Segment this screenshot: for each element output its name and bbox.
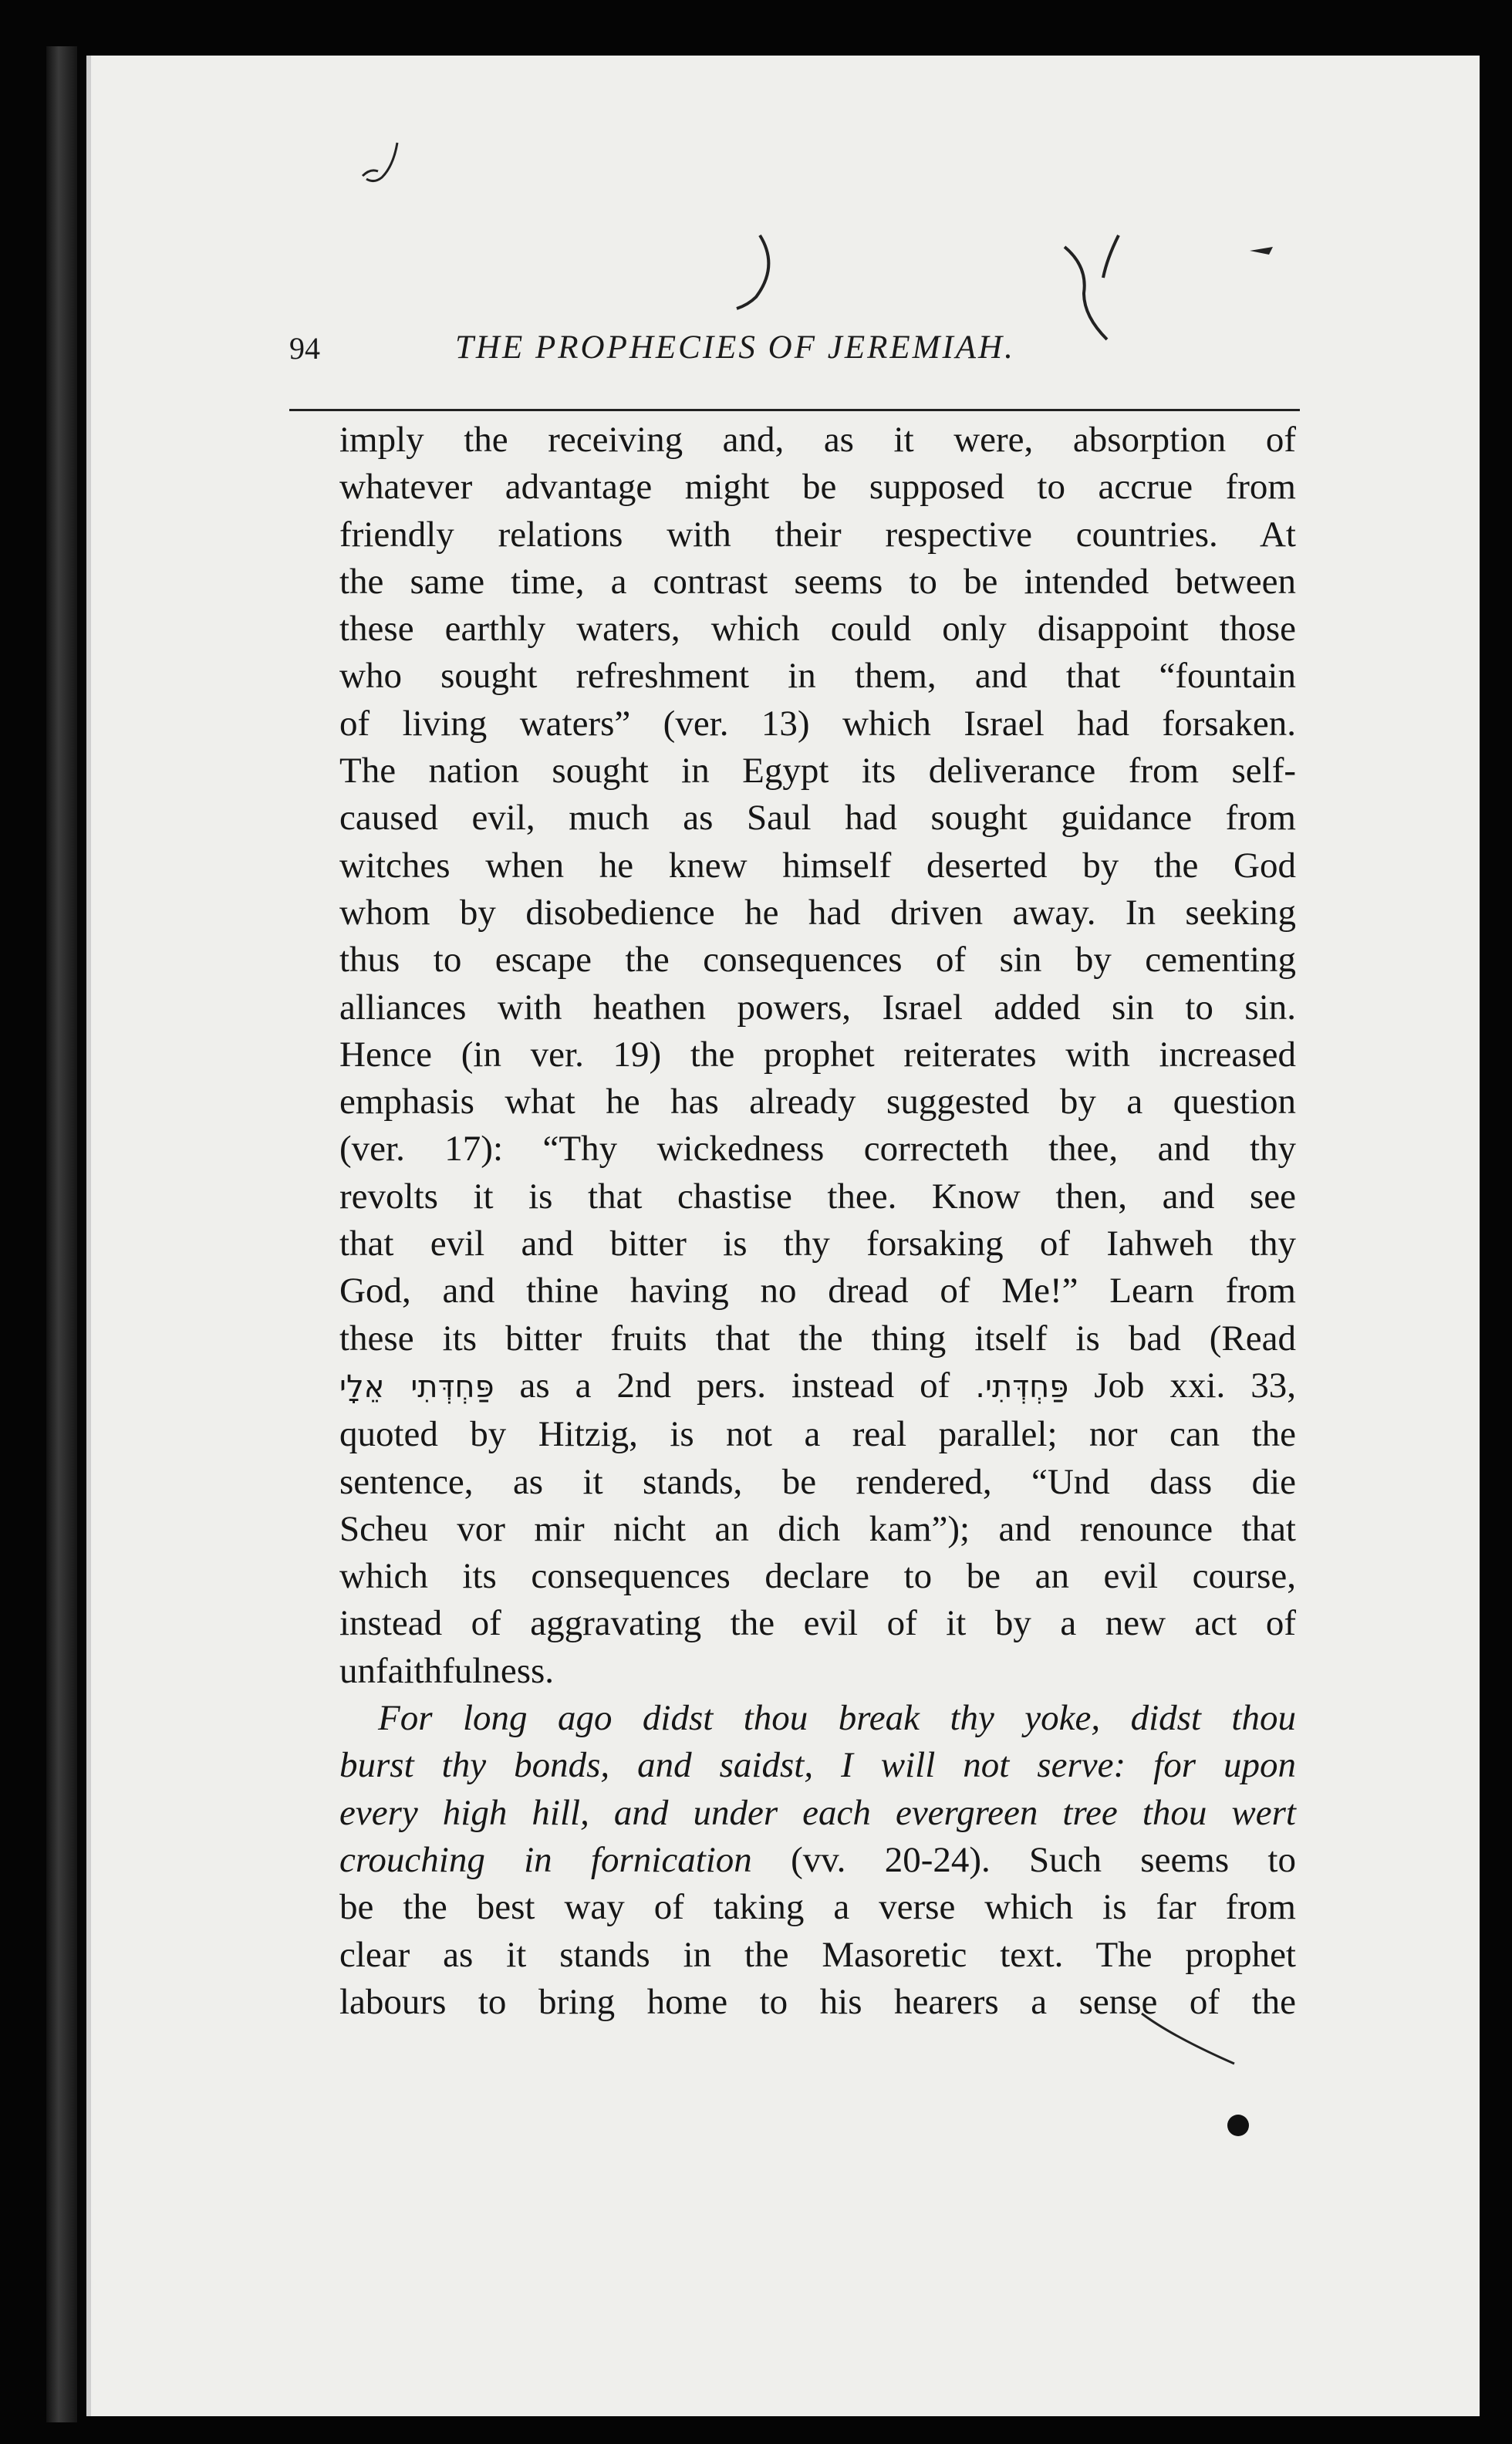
body-text [339,417,1296,2026]
text-line: the same time, a contrast seems to be intended between [339,561,1296,602]
text-line: revolts it is that chastise thee. Know then, and see [339,1176,1296,1217]
pencil-mark-tick [363,143,397,181]
text-line: alliances with heathen powers, Israel added sin to sin. [339,987,1296,1028]
text-line: emphasis what he has already suggested by a question [339,1082,1296,1122]
italic-line: burst thy bonds, and saidst, I will not serve: for upon [339,1745,1296,1786]
hebrew-word: פַּחְדְּתִי. [975,1369,1069,1405]
hebrew-line-text: as a 2nd pers. instead of [519,1365,950,1406]
text-line: thus to escape the consequences of sin by cementing [339,940,1296,981]
italic-line: every high hill, and under each evergreen tree thou wert [339,1792,1296,1833]
header-rule [289,409,1300,411]
text-line: these earthly waters, which could only disappoint those [339,609,1296,650]
text-line: Hence (in ver. 19) the prophet reiterates with increased [339,1034,1296,1075]
text-line: that evil and bitter is thy forsaking of Iahweh thy [339,1224,1296,1264]
ink-blot [1227,2115,1249,2136]
text-line: labours to bring home to his hearers a sense of the [339,1981,1296,2022]
text-line: whatever advantage might be supposed to accrue from [339,467,1296,508]
text-line: instead of aggravating the evil of it by a new act of [339,1603,1296,1644]
hebrew-word: פַּחְדְּתִי אֵלָי [339,1369,494,1405]
hebrew-line [339,1362,1296,1411]
text-line: whom by disobedience he had driven away. In seeking [339,892,1296,933]
text-line: sentence, as it stands, be rendered, “Und dass die [339,1461,1296,1502]
text-line: witches when he knew himself deserted by the God [339,845,1296,886]
text-line: imply the receiving and, as it were, absorption of [339,420,1296,460]
text-line: clear as it stands in the Masoretic text. The prophet [339,1934,1296,1975]
roman-phrase: (vv. 20-24). Such seems to [751,1839,1296,1880]
italic-line: For long ago didst thou break thy yoke, didst thou [378,1698,1296,1739]
text-line: these its bitter fruits that the thing itself is bad (Read [339,1318,1296,1359]
text-line: (ver. 17): “Thy wickedness correcteth thee, and thy [339,1129,1296,1170]
italic-phrase: crouching in fornication [339,1839,752,1880]
text-line: God, and thine having no dread of Me!” Learn from [339,1271,1296,1311]
text-line: The nation sought in Egypt its deliverance from self- [339,751,1296,792]
text-line: who sought refreshment in them, and that “fountain [339,656,1296,697]
mixed-line [339,1837,1296,1884]
text-line: which its consequences declare to be an evil course, [339,1556,1296,1597]
pencil-mark-dash [1250,247,1273,255]
running-head: THE PROPHECIES OF JEREMIAH. [455,329,1015,366]
text-line: caused evil, much as Saul had sought guidance from [339,798,1296,839]
text-line: Scheu vor mir nicht an dich kam”); and renounce that [339,1508,1296,1549]
text-line: of living waters” (ver. 13) which Israel had forsaken. [339,703,1296,744]
pencil-mark-bracket [737,235,768,309]
page-number: 94 [289,331,320,366]
hebrew-line-text: Job xxi. 33, [1094,1365,1296,1406]
page-header [289,322,1300,383]
text-line: be the best way of taking a verse which is far from [339,1887,1296,1928]
text-line: friendly relations with their respective countries. At [339,514,1296,555]
text-line: quoted by Hitzig, is not a real parallel; nor can the [339,1414,1296,1455]
text-line: unfaithfulness. [339,1650,555,1691]
